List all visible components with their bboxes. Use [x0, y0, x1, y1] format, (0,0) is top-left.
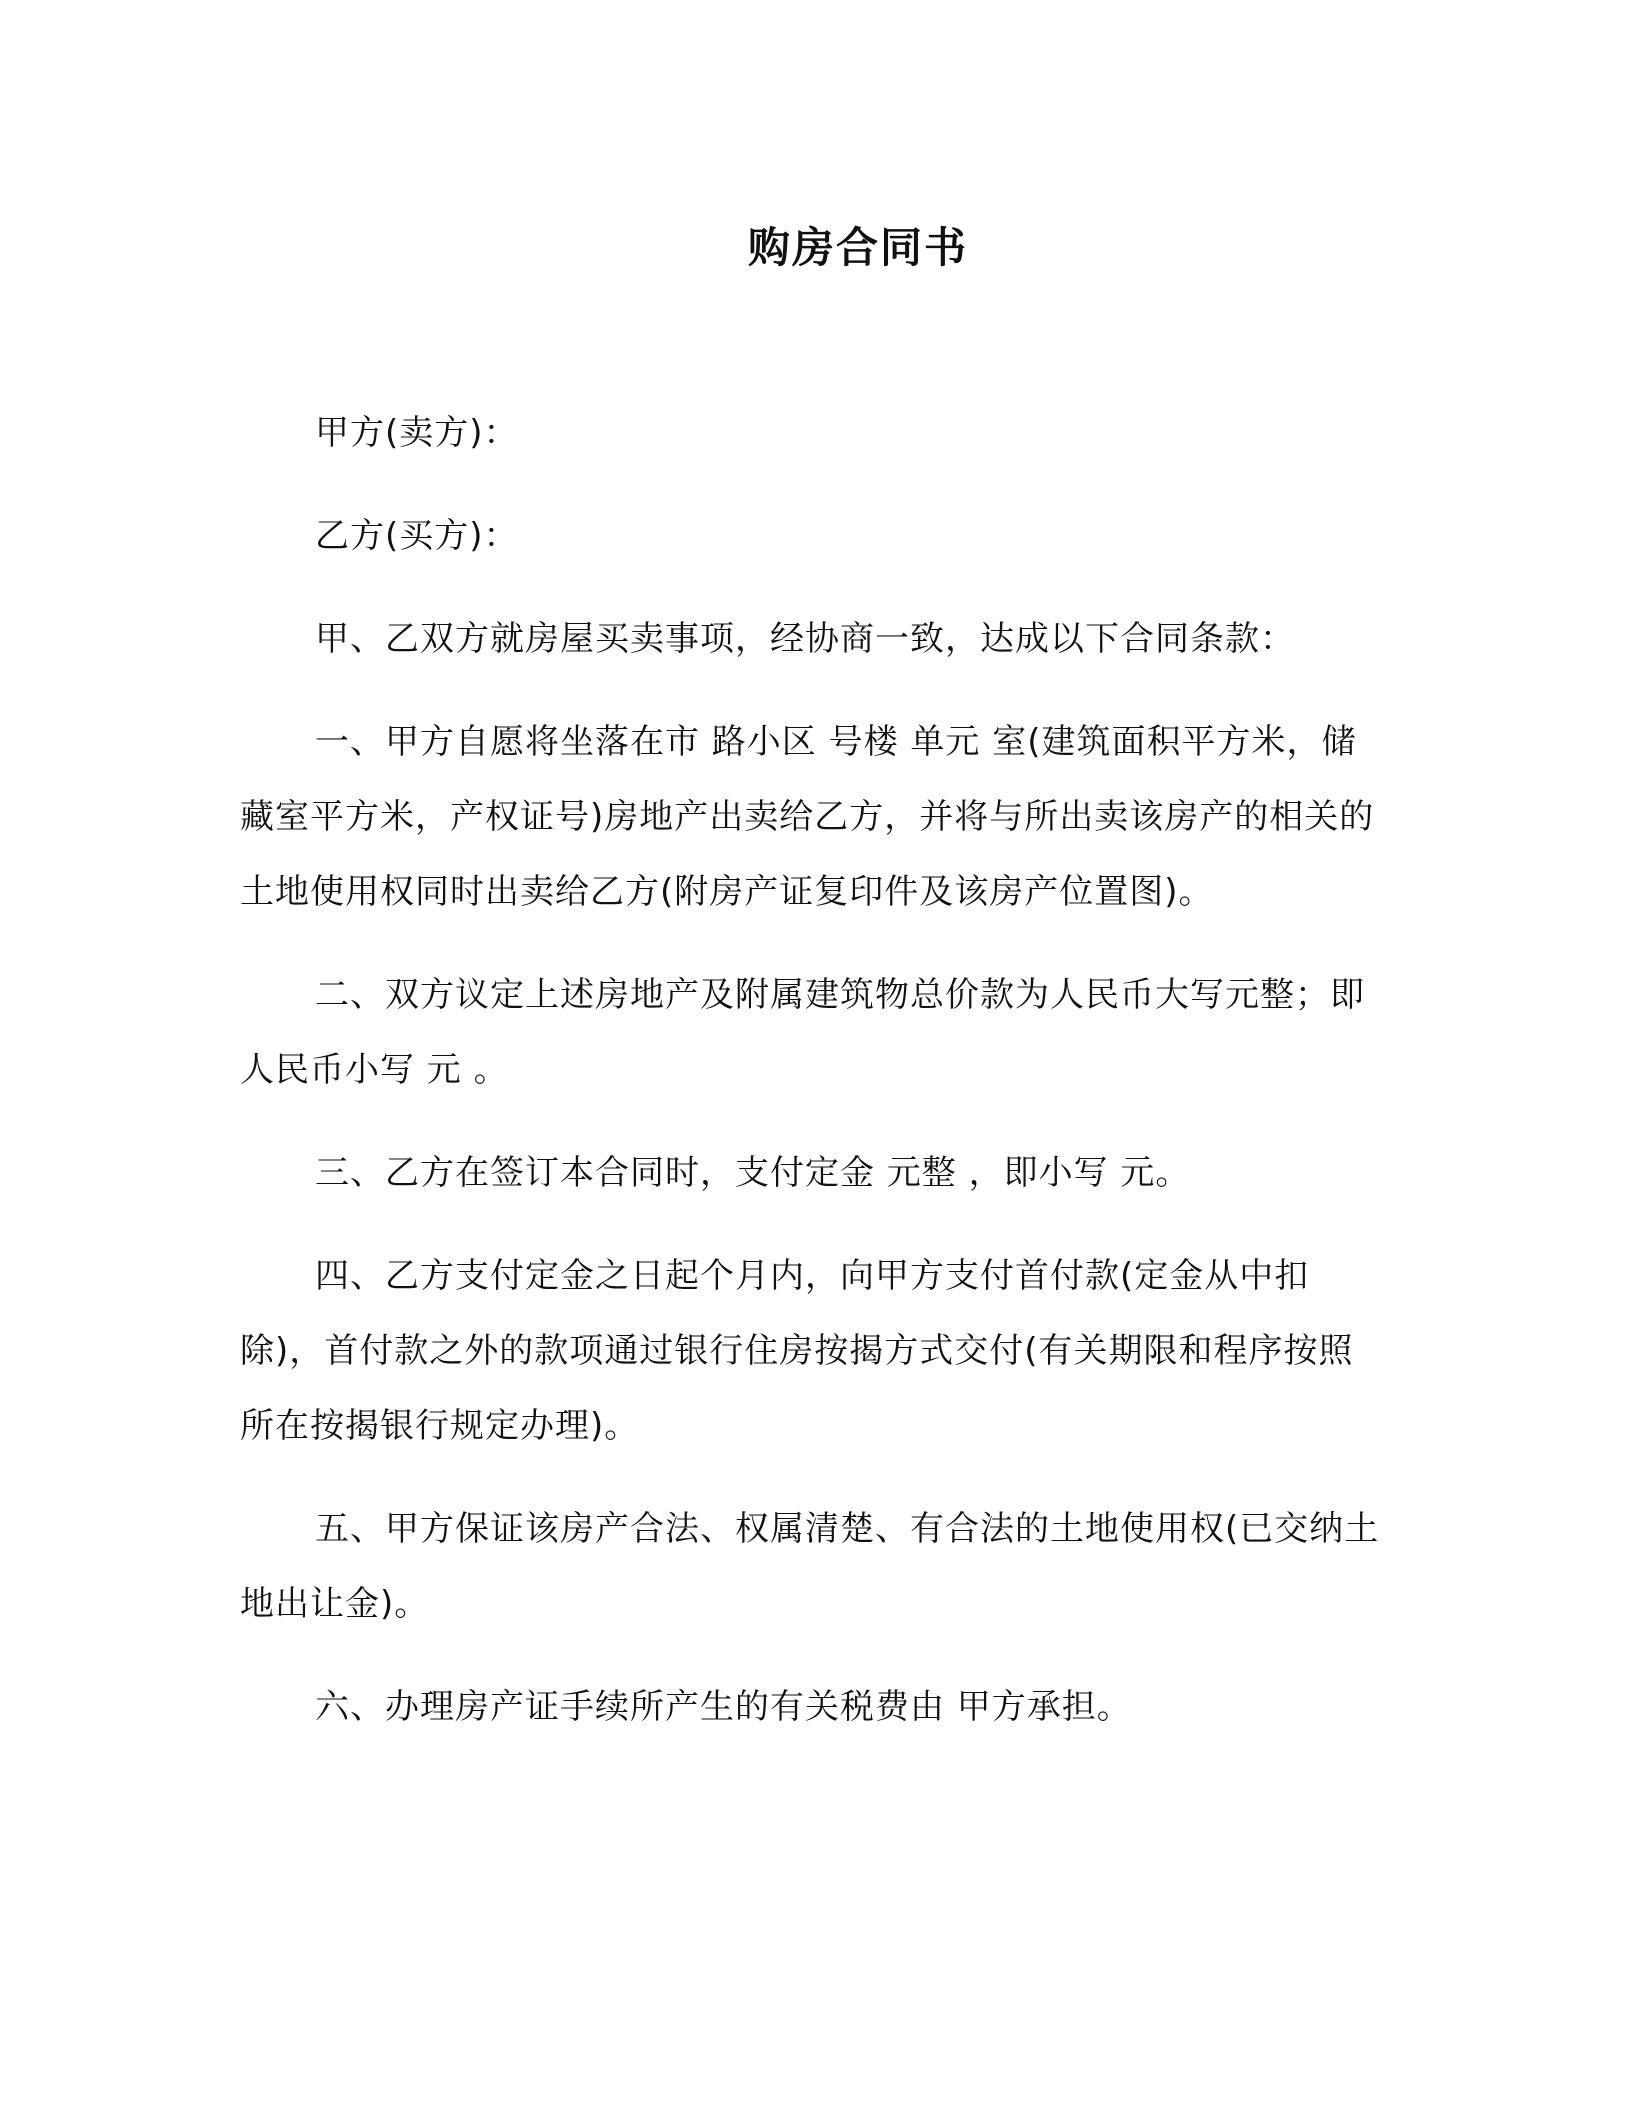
party-b-line: 乙方(买方)：: [315, 516, 519, 556]
party-a-line: 甲方(卖方)：: [315, 413, 519, 453]
clause-6: 六、办理房产证手续所产生的有关税费由 甲方承担。: [315, 1687, 1132, 1727]
clause-3: 三、乙方在签订本合同时，支付定金 元整 ，即小写 元。: [315, 1153, 1191, 1193]
intro-paragraph: 甲、乙双方就房屋买卖事项，经协商一致，达成以下合同条款：: [315, 619, 1295, 659]
clause-5: 五、甲方保证该房产合法、权属清楚、有合法的土地使用权(已交纳土地出让金)。: [240, 1509, 1380, 1624]
clause-2: 二、双方议定上述房地产及附属建筑物总价款为人民币大写元整；即人民币小写 元 。: [240, 975, 1365, 1090]
clause-4: 四、乙方支付定金之日起个月内，向甲方支付首付款(定金从中扣除)，首付款之外的款项通过银行住房按揭方式交付(有关期限和程序按照所在按揭银行规定办理)。: [240, 1256, 1354, 1446]
document-title: 购房合同书: [747, 223, 968, 272]
clause-1: 一、甲方自愿将坐落在市 路小区 号楼 单元 室(建筑面积平方米，储藏室平方米，产权证号)房地产出卖给乙方，并将与所出卖该房产的相关的土地使用权同时出卖给乙方(附房产证复印件及该房产位置图)。: [240, 722, 1375, 912]
document-body: [240, 396, 1388, 1745]
